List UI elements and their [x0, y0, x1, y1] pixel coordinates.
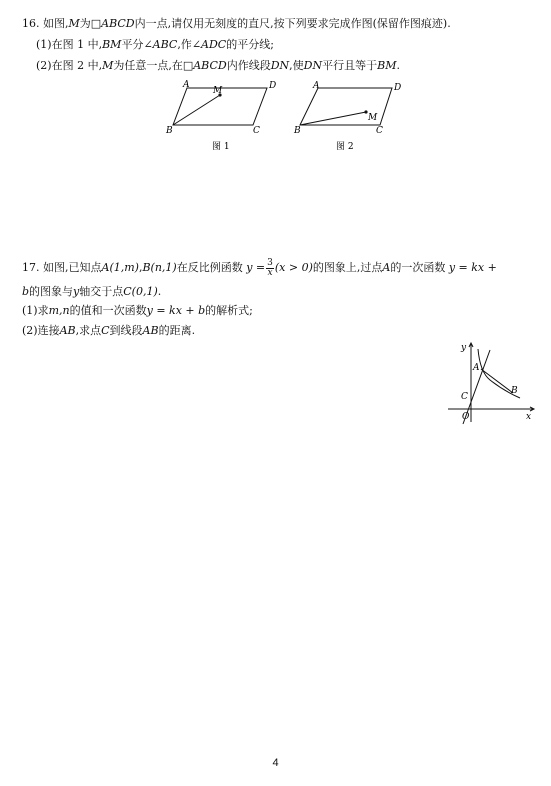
q16-angle: ∠ABC: [143, 38, 178, 51]
q17-point-a: A: [382, 261, 391, 274]
q17-text: ,求点: [75, 324, 102, 337]
q17-text: 到线段: [109, 324, 143, 337]
label-c: C: [253, 126, 260, 136]
q16-text: 内作线段: [226, 59, 271, 72]
label-d: D: [269, 81, 277, 91]
figure-1: [165, 78, 285, 156]
q16-segment: BM: [377, 59, 397, 72]
q16-point-m: M: [68, 17, 80, 30]
q17-point-c: C: [101, 324, 110, 337]
label-x: x: [526, 412, 532, 422]
label-b: B: [511, 386, 518, 396]
figure-2: [292, 78, 412, 156]
q16-parallelogram: □ABCD: [182, 59, 227, 72]
q17-point-a: A(1,m): [101, 261, 139, 274]
q17-function-lhs: y =: [246, 261, 266, 274]
segment-ab: [481, 369, 513, 393]
label-o: O: [462, 412, 470, 422]
label-a: A: [473, 363, 480, 373]
page-number: 4: [272, 757, 279, 769]
segment-bm: [300, 112, 366, 125]
q16-parallelogram: □ABCD: [90, 17, 135, 30]
q17-text: 如图,已知点: [43, 261, 102, 274]
label-y: y: [461, 343, 467, 353]
q16-text: 平分: [121, 38, 144, 51]
q17-text: .: [157, 285, 162, 298]
q17-text: 在反比例函数: [176, 261, 243, 274]
label-c: C: [461, 392, 468, 402]
q17-text: (2)连接: [22, 324, 60, 337]
q16-text: ,使: [289, 59, 304, 72]
label-a: A: [313, 81, 320, 91]
q17-text: 的解析式;: [205, 304, 253, 317]
q16-segment: BM: [102, 38, 122, 51]
q17-point-c: C(0,1): [123, 285, 158, 298]
label-b: B: [166, 126, 173, 136]
q17-part-1: [22, 304, 253, 318]
q16-angle: ∠ADC: [191, 38, 227, 51]
q17-variable-y: y: [73, 285, 80, 298]
q17-segment: AB: [142, 324, 159, 337]
q16-text: 如图,: [43, 17, 69, 30]
q17-linear-function: y = kx +: [448, 261, 497, 274]
q16-text: 为: [79, 17, 91, 30]
q17-stem-line-1: [22, 257, 497, 279]
q17-text: (1)求: [22, 304, 49, 317]
q16-text: .: [396, 59, 400, 72]
q16-segment: DN: [270, 59, 290, 72]
q17-text: 的图象与: [29, 285, 74, 298]
q16-text: 为任意一点,在: [113, 59, 183, 72]
q17-stem-line-2: [22, 285, 161, 299]
q16-text: 内一点,请仅用无刻度的直尺,按下列要求完成作图(保留作图痕迹).: [134, 17, 451, 30]
q17-text: 的距离.: [158, 324, 196, 337]
q17-variable-b: b: [22, 285, 30, 298]
q16-segment: DN: [303, 59, 323, 72]
q17-text: ,: [138, 261, 143, 274]
q16-part-2: [36, 59, 400, 73]
label-m: M: [213, 86, 223, 96]
q17-number: 17.: [22, 261, 40, 274]
q16-text: 的平分线;: [226, 38, 274, 51]
q16-text: 平行且等于: [322, 59, 378, 72]
label-c: C: [376, 126, 383, 136]
q17-text: 的值和一次函数: [69, 304, 147, 317]
fraction-3-over-x: [266, 259, 274, 278]
segment-bm: [173, 95, 220, 125]
q17-part-2: [22, 324, 195, 338]
label-a: A: [183, 80, 190, 90]
q17-text: 的图象上,过点: [312, 261, 383, 274]
caption-fig-1: 图 1: [212, 142, 230, 152]
q16-point-m: M: [102, 59, 114, 72]
q16-text: ,作: [177, 38, 192, 51]
q17-domain-condition: (x > 0): [274, 261, 313, 274]
q17-variables: m,n: [48, 304, 70, 317]
q17-text: 轴交于点: [79, 285, 124, 298]
label-b: B: [294, 126, 301, 136]
q16-text: (1)在图 1 中,: [36, 38, 103, 51]
q17-point-b: B(n,1): [142, 261, 177, 274]
q17-segment: AB: [59, 324, 76, 337]
q17-text: 的一次函数: [390, 261, 446, 274]
q16-text: (2)在图 2 中,: [36, 59, 103, 72]
q16-part-1: [36, 38, 274, 52]
fraction-denominator: x: [267, 267, 273, 278]
q17-linear-function: y = kx + b: [146, 304, 206, 317]
label-d: D: [394, 83, 402, 93]
label-m: M: [368, 113, 378, 123]
q16-stem: [22, 17, 451, 31]
caption-fig-2: 图 2: [336, 142, 354, 152]
parallelogram-abcd: [300, 88, 392, 125]
fraction-numerator: 3: [267, 257, 273, 268]
q17-graph: [440, 338, 540, 428]
q16-number: 16.: [22, 17, 40, 30]
